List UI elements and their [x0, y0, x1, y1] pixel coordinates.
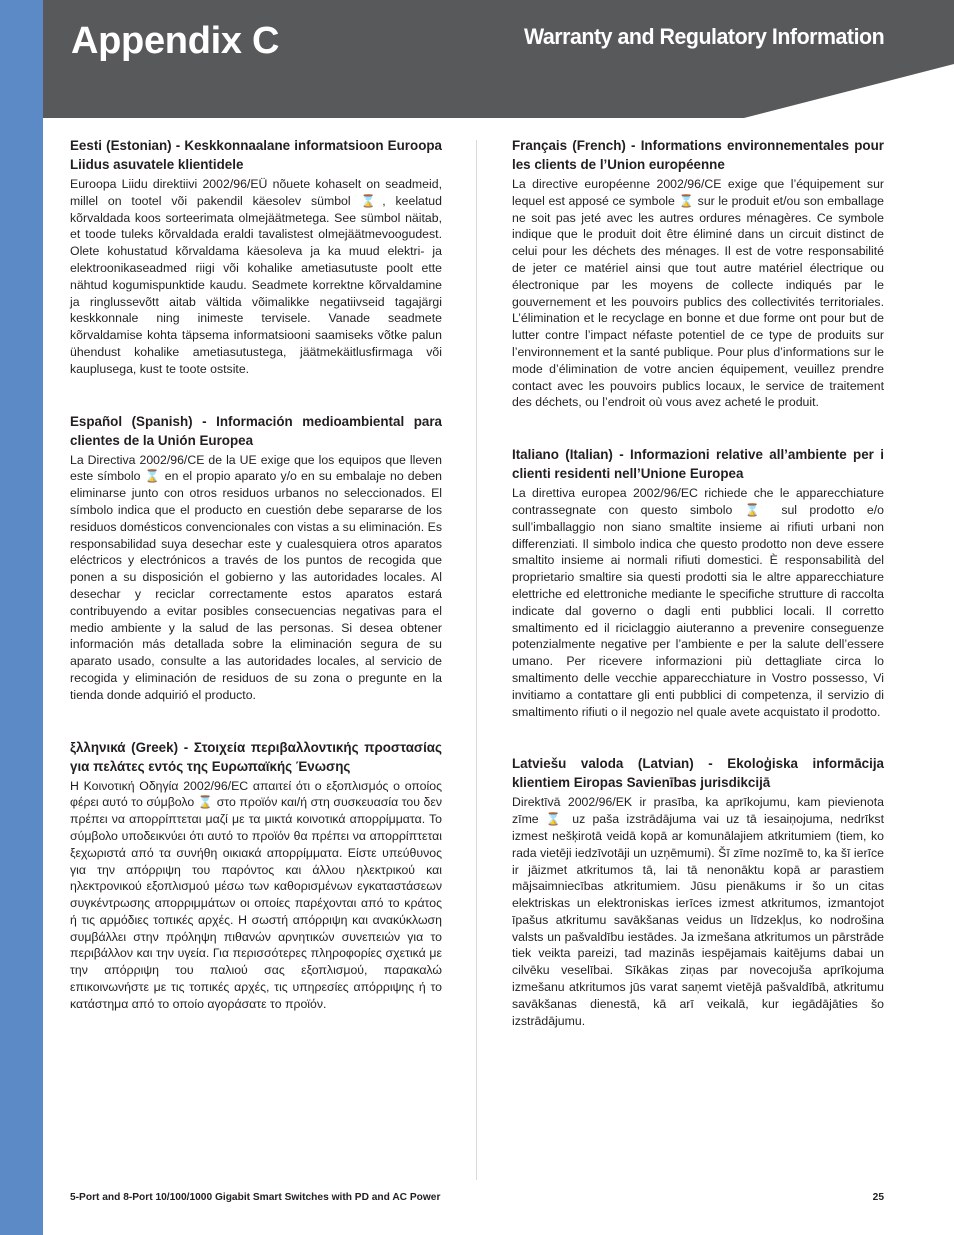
side-color-bar — [0, 0, 43, 1235]
section-body: Euroopa Liidu direktiivi 2002/96/EÜ nõuete kohaselt on seadmeid, millel on tootel või pakendil käesolev sümbol ⌛, keelatud kõrvaldada koos sorteerimata olmejäätmetega. See sümbol näitab, et toode tuleks kõrvaldada eraldi tavalistest olmejäätmevoogudest. Olete kohustatud kõrvaldama käesoleva ja ka muud elektri- ja elektroonikaseadmed riigi või kohalike ametiasutuste poolt ette nähtud kogumispunktide kaudu. Seadmete korrektne kõrvaldamine ja ringlussevõtt aitab vältida võimalikke negatiivseid tagajärgi keskkonnale ning inimeste tervisele. Vanade seadmete kõrvaldamise kohta täpsema informatsiooni saamiseks võtke palun ühendust kohalike ametiasutustega, jäätmekäitlusfirmaga või kauplusega, kust te toote ostsite. — [70, 177, 442, 376]
section-title: Warranty and Regulatory Information — [523, 24, 884, 49]
spanish-section — [70, 412, 442, 704]
column-divider — [476, 140, 477, 1180]
section-body: La direttiva europea 2002/96/EC richiede che le apparecchiature contrassegnate con questo simbolo ⌛ sul prodotto e/o sull’imballaggio non siano smaltite insieme ai rifiuti urbani non differenziati. Il simbolo indica che questo prodotto non deve essere smaltito insieme ai normali rifiuti domestici. È responsabilità del proprietario smaltire sia questi prodotti sia le altre apparecchiature elettriche ed elettroniche mediante le specifiche strutture di raccolta indicate dal governo o dagli enti pubblici locali. Il corretto smaltimento ed il riciclaggio aiuteranno a prevenire conseguenze potenzialmente negative per l’ambiente e per la salute dell’essere umano. Per ricevere informazioni più dettagliate circa lo smaltimento delle vecchie apparecchiature in Vostro possesso, Vi invitiamo a contattare gli enti pubblici di competenza, il servizio di smaltimento rifiuti o il negozio nel quale avete acquistato il prodotto. — [512, 486, 884, 719]
header-notch — [744, 64, 954, 118]
section-heading: ξλληνικά (Greek) - Στοιχεία περιβαλλοντικής προστασίας για πελάτες εντός της Ευρωπαϊκής Ένωσης — [70, 739, 442, 774]
italian-section — [512, 445, 884, 720]
latvian-section — [512, 754, 884, 1029]
section-heading: Latviešu valoda (Latvian) - Ekoloģiska informācija klientiem Eiropas Savienības jurisdikcijā — [512, 756, 884, 791]
section-heading: Español (Spanish) - Información medioambiental para clientes de la Unión Europea — [70, 413, 442, 448]
right-column — [512, 136, 884, 1063]
greek-section — [70, 738, 442, 1013]
estonian-section — [70, 136, 442, 378]
left-column — [70, 136, 442, 1047]
page-header — [43, 0, 954, 118]
section-body: Η Κοινοτική Οδηγία 2002/96/EC απαιτεί ότι ο εξοπλισμός ο οποίος φέρει αυτό το σύμβολο ⌛ στο προϊόν και/ή στη συσκευασία του δεν πρέπει να απορρίπτεται μαζί με τα μικτά κοινοτικά απορρίμματα. Το σύμβολο υποδεικνύει ότι αυτό το προϊόν θα πρέπει να απορρίπτεται ξεχωριστά από τα συνήθη οικιακά απορρίμματα. Είστε υπεύθυνος για την απόρριψη του παρόντος και άλλου ηλεκτρικού και ηλεκτρονικού εξοπλισμού μέσω των καθορισμένων εγκαταστάσεων συγκέντρωσης απορριμμάτων οι οποίες παρέχονται από το κράτος ή τις αρμόδιες τοπικές αρχές. Η σωστή απόρριψη και ανακύκλωση συμβάλλει στην πρόληψη πιθανών αρνητικών συνεπειών για το περιβάλλον και την υγεία. Για περισσότερες πληροφορίες σχετικά με την απόρριψη του παλιού σας εξοπλισμού, παρακαλώ επικοινωνήστε με τις τοπικές αρχές, τις υπηρεσίες απόρριψης ή το κατάστημα από το οποίο αγοράσατε το προϊόν. — [70, 778, 442, 1011]
footer-product-line: 5-Port and 8-Port 10/100/1000 Gigabit Smart Switches with PD and AC Power — [70, 1192, 441, 1203]
page-number: 25 — [872, 1192, 884, 1203]
section-body: La Directiva 2002/96/CE de la UE exige que los equipos que lleven este símbolo ⌛ en el propio aparato y/o en su embalaje no deben eliminarse junto con otros residuos urbanos no seleccionados. El símbolo indica que el producto en cuestión debe separarse de los residuos domésticos convencionales con vistas a su eliminación. Es responsabilidad suya desechar este y cualesquiera otros aparatos eléctricos y electrónicos a través de los puntos de recogida que ponen a su disposición el gobierno y las autoridades locales. Al desechar y reciclar correctamente estos aparatos estará contribuyendo a evitar posibles consecuencias negativas para el medio ambiente y la salud de las personas. Si desea obtener información más detallada sobre la eliminación segura de su aparato usado, consulte a las autoridades locales, al servicio de recogida y eliminación de residuos de su zona o pregunte en la tienda donde adquirió el producto. — [70, 452, 442, 702]
section-heading: Italiano (Italian) - Informazioni relative all’ambiente per i clienti residenti nell’Unione Europea — [512, 447, 884, 482]
french-section — [512, 136, 884, 411]
section-heading: Eesti (Estonian) - Keskkonnaalane informatsioon Euroopa Liidus asuvatele klientidele — [70, 138, 442, 172]
section-body: Direktīvā 2002/96/EK ir prasība, ka aprīkojumu, kam pievienota zīme ⌛ uz paša izstrādājuma vai uz tā iesaiņojuma, nedrīkst izmest nešķirotā veidā kopā ar komunālajiem atkritumiem (tiem, ko rada vietēji iedzīvotāji un uzņēmumi). Šī zīme nozīmē to, ka šī ierīce ir jāizmet atkritumos tā, lai tā nenonāktu kopā ar parastiem mājsaimniecības atkritumiem. Jūsu pienākums ir šo un citas elektriskas un elektroniskas ierīces izmest atkritumos, izmantojot īpašus atkritumu savākšanas veidus un līdzekļus, ko nodrošina valsts un pašvaldību iestādes. Ja izmešana atkritumos un pārstrāde tiek veikta pareizi, tad mazinās iespējamais kaitējums dabai un cilvēku veselībai. Sīkākas ziņas par novecojuša aprīkojuma izmešanu atkritumos jūs varat saņemt vietējā pašvaldībā, atkritumu savākšanas dienestā, kā arī veikalā, kur iegādājāties šo izstrādājumu. — [512, 795, 884, 1028]
section-heading: Français (French) - Informations environnementales pour les clients de l’Union européenne — [512, 138, 884, 172]
appendix-title: Appendix C — [71, 20, 280, 62]
section-body: La directive européenne 2002/96/CE exige que l’équipement sur lequel est apposé ce symbole ⌛ sur le produit et/ou son emballage ne soit pas jeté avec les autres ordures ménagères. Ce symbole indique que le produit doit être éliminé dans un circuit distinct de celui pour les déchets des ménages. Il est de votre responsabilité de jeter ce matériel ainsi que tout autre matériel électrique ou électronique par les moyens de collecte indiqués par le gouvernement et les pouvoirs publics des collectivités territoriales. L’élimination et le recyclage en bonne et due forme ont pour but de lutter contre l’impact néfaste potentiel de ce type de produits sur l’environnement et la santé publique. Pour plus d’informations sur le mode d’élimination de votre ancien équipement, veuillez prendre contact avec les pouvoirs publics locaux, le service de traitement des déchets, ou l’endroit où vous avez acheté le produit. — [512, 177, 884, 410]
